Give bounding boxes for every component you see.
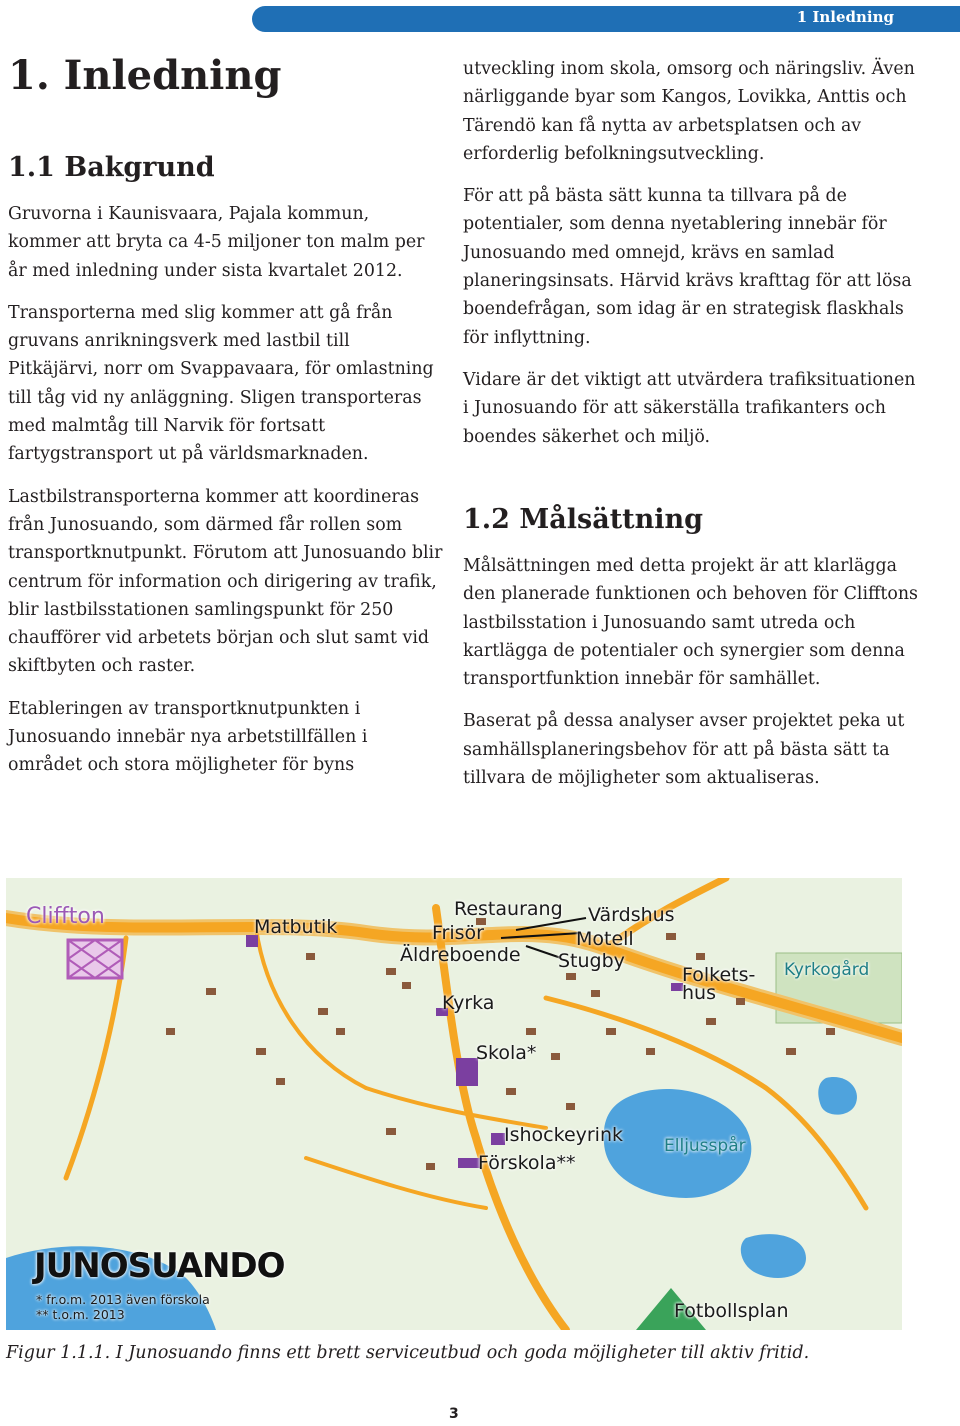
map-label-folketshus-cont: hus	[682, 982, 716, 1004]
map-label-restaurang: Restaurang	[454, 898, 563, 920]
map-label-fotbollsplan: Fotbollsplan	[674, 1300, 789, 1322]
paragraph: Baserat på dessa analyser avser projektet peka ut samhällsplaneringsbehov för att på bästa sätt ta tillvara de möjligheter som aktualiseras.	[463, 711, 905, 789]
map-footnote-2: ** t.o.m. 2013	[36, 1307, 125, 1322]
paragraph: Lastbilstransporterna kommer att koordineras från Junosuando, som därmed får rollen som transportknutpunkt. Förutom att Junosuando blir centrum för information och dirigering av trafik, blir lastbilsstationen samlingspunkt för 250 chaufförer vid arbetets början och slut samt vid skiftbyten och raster.	[8, 486, 443, 677]
map-label-vardshus: Värdshus	[588, 904, 675, 926]
paragraph: För att på bästa sätt kunna ta tillvara på de potentialer, som denna nyetablering innebär för Junosuando med omnejd, krävs en samlad planeringsinsats. Härvid krävs krafttag för att lösa boendefrågan, som idag är en strategisk flaskhals för inflyttning.	[463, 186, 912, 348]
map-label-elljusspar: Elljusspår	[664, 1136, 746, 1156]
pond-shape	[741, 1234, 806, 1278]
figure-caption: Figur 1.1.1. I Junosuando finns ett brett serviceutbud och goda möjligheter till aktiv fritid.	[6, 1343, 810, 1363]
map-label-motell: Motell	[576, 928, 634, 950]
map-label-forskola: Förskola**	[478, 1152, 576, 1174]
map-label-frisor: Frisör	[432, 922, 484, 944]
pond-shape	[818, 1077, 857, 1115]
left-column	[8, 200, 443, 794]
paragraph: utveckling inom skola, omsorg och näringsliv. Även närliggande byar som Kangos, Lovikka, Anttis och Tärendö kan få nytta av arbetsplatsen och av erforderlig befolkningsutveckling.	[463, 59, 915, 164]
paragraph: Transporterna med slig kommer att gå från gruvans anrikningsverk med lastbil till Pitkäjärvi, norr om Svappavaara, för omlastning till tåg vid ny anläggning. Sligen transporteras med malmtåg till Narvik för fortsatt fartygstransport ut på världsmarknaden.	[8, 302, 434, 465]
page-number: 3	[449, 1406, 459, 1422]
map-footnote-1: * fr.o.m. 2013 även förskola	[36, 1292, 210, 1307]
map-label-kyrkogard: Kyrkogård	[784, 960, 870, 980]
paragraph: Målsättningen med detta projekt är att klarlägga den planerade funktionen och behoven för Clifftons lastbilsstation i Junosuando samt utreda och kartlägga de potentialer och synergier som denna transportfunktion innebär för samhället.	[463, 556, 918, 690]
map-label-matbutik: Matbutik	[254, 916, 338, 938]
map-title: JUNOSUANDO	[34, 1246, 285, 1286]
paragraph: Vidare är det viktigt att utvärdera trafiksituationen i Junosuando för att säkerställa trafikanters och boendes säkerhet och miljö.	[463, 369, 916, 447]
map-label-stugby: Stugby	[558, 950, 625, 972]
right-column-2	[463, 552, 923, 806]
map-label-kyrka: Kyrka	[442, 992, 495, 1014]
chapter-heading: 1. Inledning	[8, 52, 282, 99]
map-label-cliffton: Cliffton	[26, 904, 105, 929]
paragraph: Etableringen av transportknutpunkten i Junosuando innebär nya arbetstillfällen i området och stora möjligheter för byns	[8, 698, 368, 776]
cliffton-site	[68, 940, 122, 978]
paragraph: Gruvorna i Kaunisvaara, Pajala kommun, kommer att bryta ca 4-5 miljoner ton malm per år med inledning under sista kvartalet 2012.	[8, 204, 425, 281]
section-heading-bakgrund: 1.1 Bakgrund	[8, 152, 215, 183]
right-column	[463, 55, 923, 465]
village-map	[6, 878, 902, 1330]
section-heading-malsattning: 1.2 Målsättning	[463, 504, 704, 535]
section-header-label: 1 Inledning	[796, 8, 894, 26]
map-label-ishockeyrink: Ishockeyrink	[504, 1124, 624, 1146]
map-label-skola: Skola*	[476, 1042, 537, 1064]
map-label-aldreboende: Äldreboende	[400, 944, 521, 966]
map-label-folketshus: Folkets-	[682, 964, 756, 986]
